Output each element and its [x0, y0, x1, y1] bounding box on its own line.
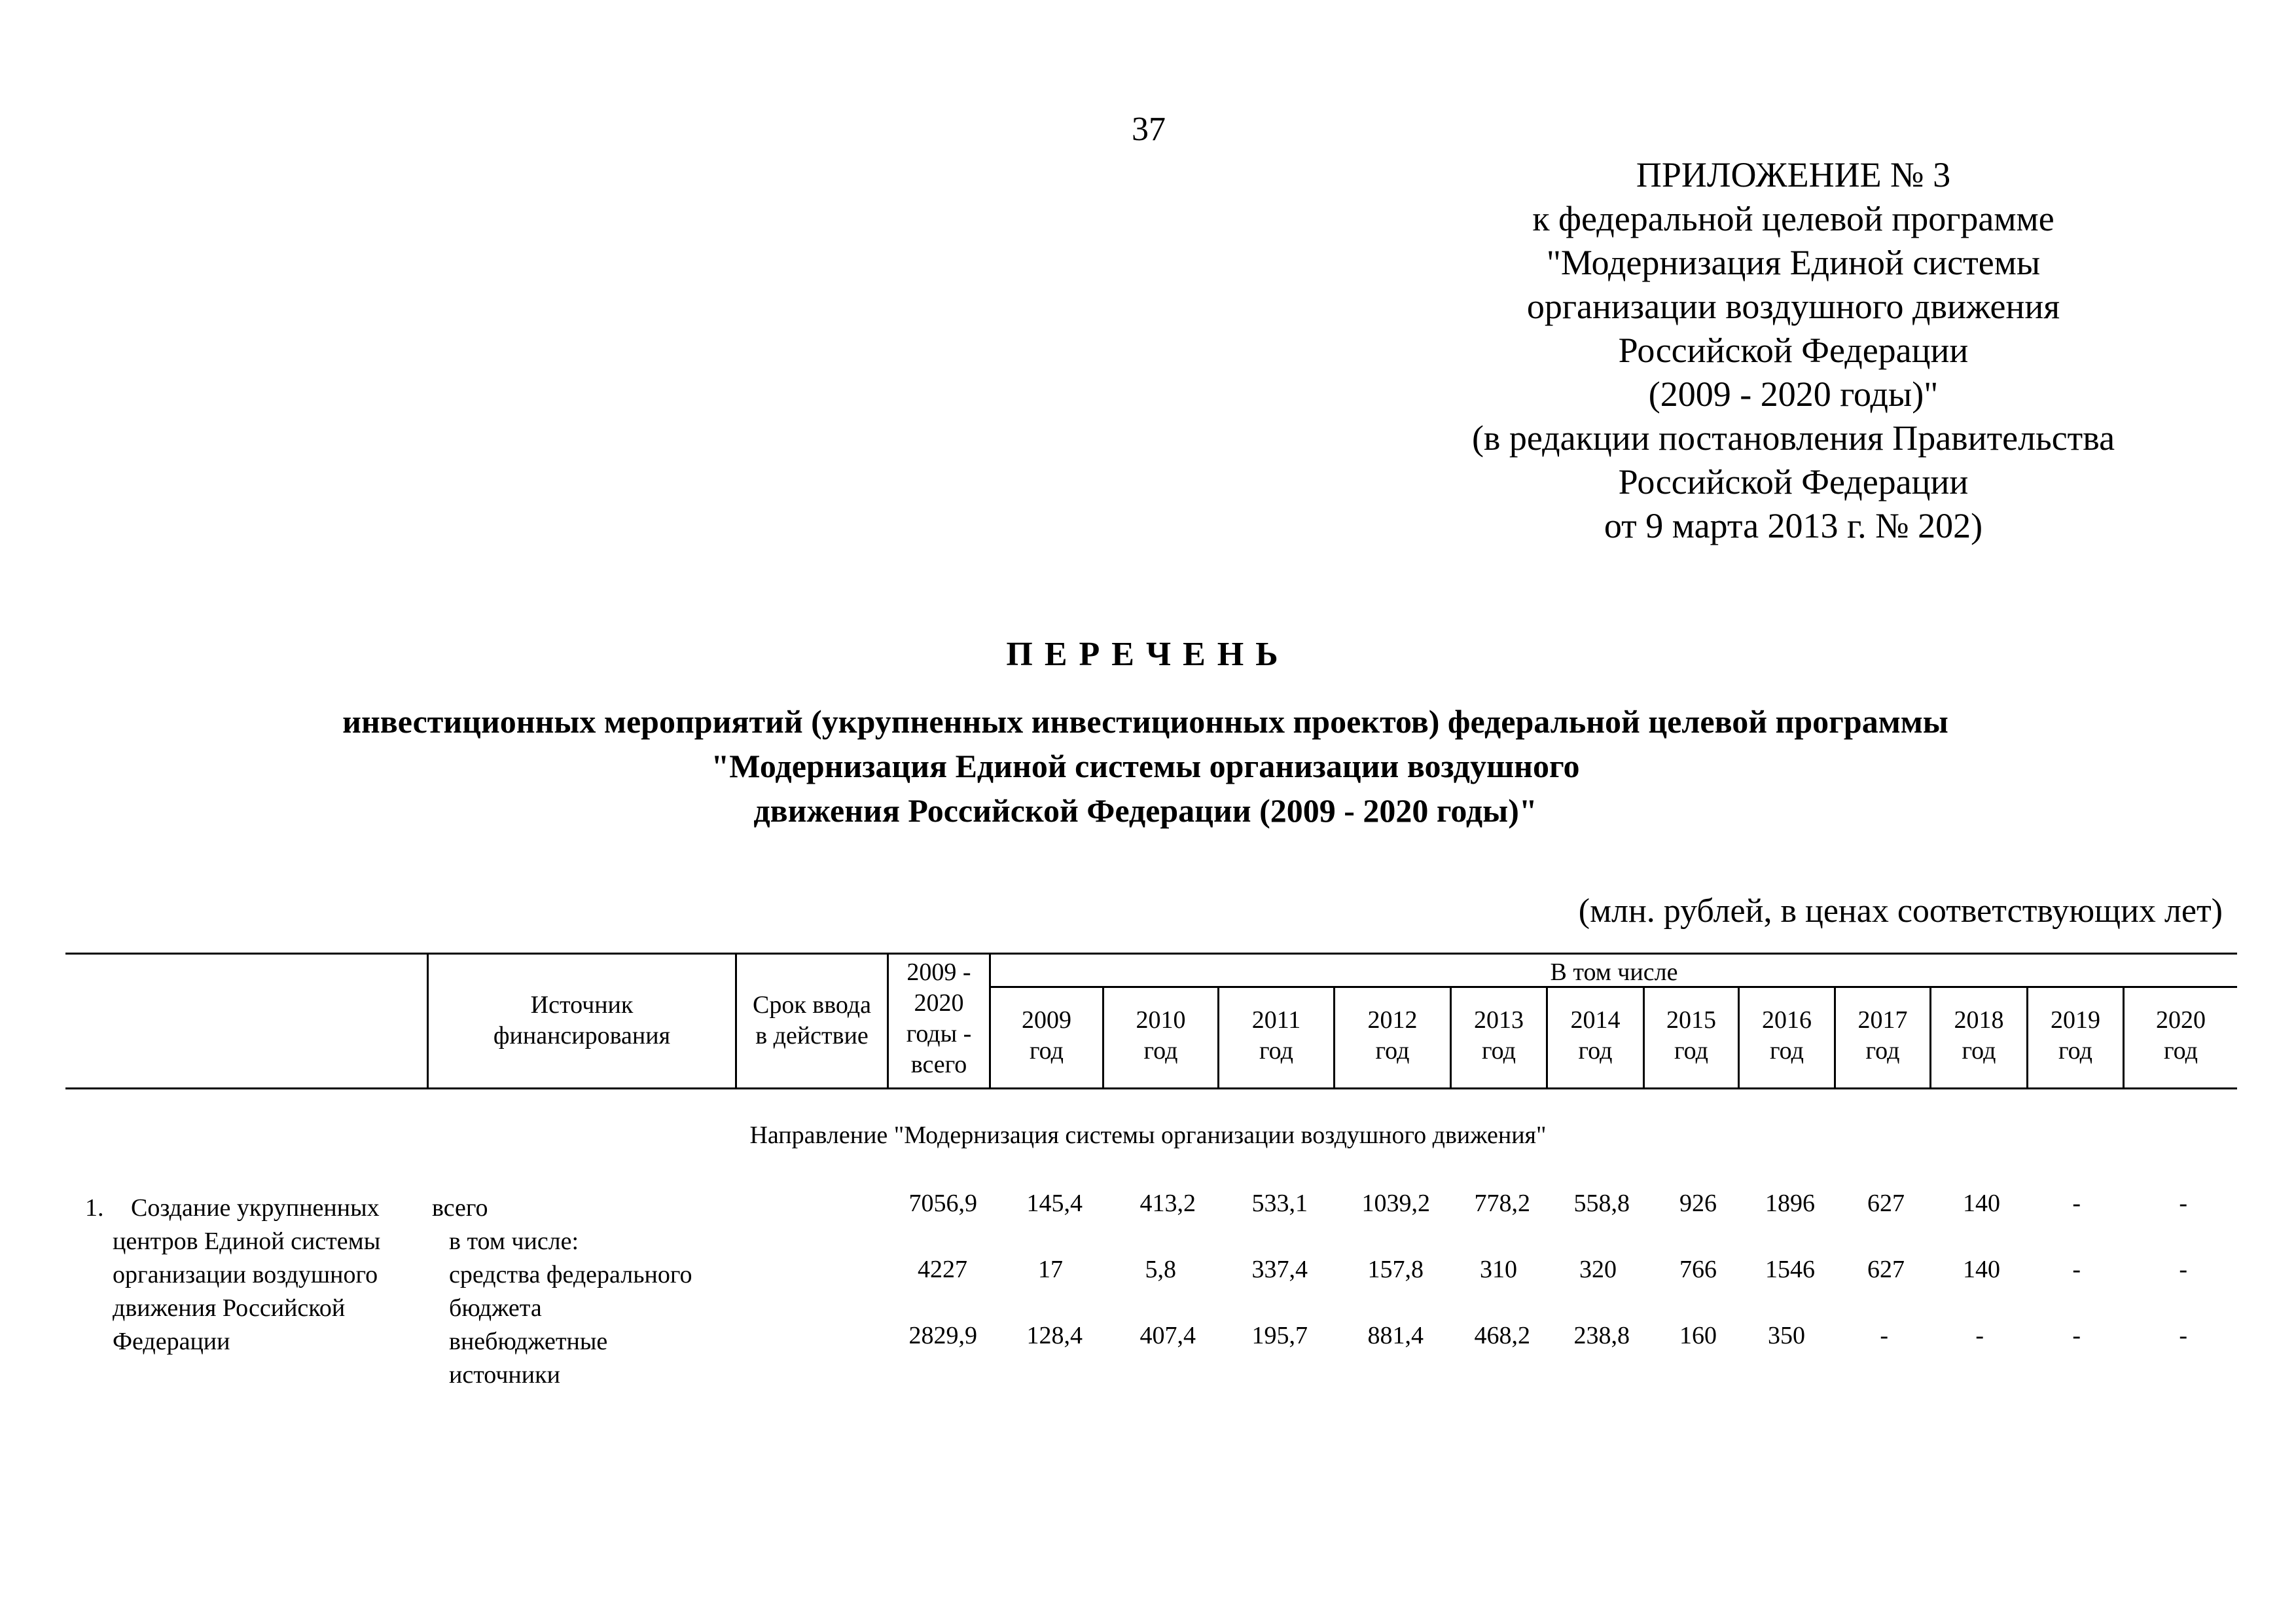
document-subtitle — [131, 699, 2160, 833]
value-cell: - — [2179, 1190, 2187, 1217]
value-cell: 5,8 — [1145, 1256, 1176, 1283]
appendix-line: ПРИЛОЖЕНИЕ № 3 — [1636, 155, 1951, 194]
year-label: 2019 — [2051, 1006, 2100, 1034]
appendix-line: от 9 марта 2013 г. № 202) — [1604, 506, 1983, 545]
value-cell: 1896 — [1765, 1190, 1815, 1217]
value-cell: 407,4 — [1139, 1322, 1196, 1349]
value-cell: 1039,2 — [1361, 1190, 1430, 1217]
value-cell: 778,2 — [1474, 1190, 1530, 1217]
header-year — [1452, 1005, 1546, 1067]
header-year — [1836, 1005, 1929, 1067]
header-text: 2009 - — [906, 958, 971, 986]
header-text: Срок ввода — [752, 991, 872, 1019]
header-year — [1931, 1005, 2026, 1067]
source-line: источники — [449, 1361, 560, 1389]
subtitle-line: "Модернизация Единой системы организации воздушного — [711, 748, 1580, 784]
header-text: Источник — [530, 991, 634, 1019]
header-year — [2125, 1005, 2237, 1067]
year-word: год — [1578, 1037, 1613, 1065]
value-cell: - — [1975, 1322, 1984, 1349]
header-year — [1104, 1005, 1217, 1067]
item-name — [131, 1192, 425, 1225]
year-label: 2013 — [1474, 1006, 1524, 1034]
value-cell: 627 — [1867, 1190, 1905, 1217]
source-cell: всего — [432, 1194, 488, 1222]
year-word: год — [1865, 1037, 1900, 1065]
appendix-line: Российской Федерации — [1618, 331, 1969, 370]
header-year — [1219, 1005, 1333, 1067]
value-cell: 17 — [1038, 1256, 1063, 1283]
year-label: 2016 — [1762, 1006, 1812, 1034]
header-term — [737, 990, 887, 1051]
year-word: год — [2164, 1037, 2198, 1065]
value-cell: 1546 — [1765, 1256, 1815, 1283]
year-label: 2014 — [1570, 1006, 1621, 1034]
year-label: 2012 — [1367, 1006, 1418, 1034]
value-cell: 558,8 — [1573, 1190, 1630, 1217]
header-text: финансирования — [493, 1022, 671, 1049]
header-bottom-rule — [65, 1087, 2237, 1089]
year-word: год — [1030, 1037, 1064, 1065]
page-number: 37 — [1132, 111, 1166, 148]
subtitle-line: движения Российской Федерации (2009 - 2020 годы)" — [753, 792, 1537, 829]
header-in-total: В том числе — [1550, 958, 1678, 986]
item-name-line: центров Единой системы — [113, 1228, 381, 1255]
item-name-line: Федерации — [113, 1328, 230, 1355]
value-cell: 238,8 — [1573, 1322, 1630, 1349]
value-cell: 337,4 — [1251, 1256, 1308, 1283]
header-text: годы - — [906, 1020, 972, 1048]
direction-heading: Направление "Модернизация системы организации воздушного движения" — [749, 1122, 1547, 1149]
source-cell: в том числе: — [449, 1228, 579, 1255]
value-cell: 926 — [1679, 1190, 1717, 1217]
total-cell: 2829,9 — [908, 1322, 977, 1349]
appendix-header — [1407, 153, 2179, 548]
value-cell: 128,4 — [1026, 1322, 1083, 1349]
value-cell: - — [2179, 1322, 2187, 1349]
year-word: год — [1259, 1037, 1293, 1065]
table-top-rule — [65, 953, 2237, 955]
year-word: год — [1674, 1037, 1708, 1065]
subtitle-line: инвестиционных мероприятий (укрупненных инвестиционных проектов) федеральной целевой программы — [342, 703, 1948, 740]
value-cell: 140 — [1963, 1190, 2000, 1217]
source-cell — [449, 1258, 692, 1325]
source-line: средства федерального — [449, 1261, 692, 1288]
item-name-line: организации воздушного — [113, 1261, 378, 1288]
total-cell: 4227 — [918, 1256, 967, 1283]
header-text: всего — [910, 1051, 967, 1078]
value-cell: 310 — [1480, 1256, 1517, 1283]
year-word: год — [1770, 1037, 1804, 1065]
header-year — [1335, 1005, 1450, 1067]
year-word: год — [1143, 1037, 1178, 1065]
value-cell: - — [2072, 1322, 2081, 1349]
value-cell: 766 — [1679, 1256, 1717, 1283]
appendix-line: Российской Федерации — [1618, 462, 1969, 501]
appendix-line: (2009 - 2020 годы)" — [1648, 374, 1939, 414]
value-cell: 881,4 — [1367, 1322, 1424, 1349]
item-name — [113, 1225, 420, 1359]
value-cell: 468,2 — [1474, 1322, 1530, 1349]
value-cell: 195,7 — [1251, 1322, 1308, 1349]
item-number: 1. — [85, 1194, 104, 1222]
appendix-line: (в редакции постановления Правительства — [1471, 418, 2115, 458]
header-year — [1645, 1005, 1738, 1067]
source-cell — [449, 1325, 607, 1392]
header-text: в действие — [755, 1022, 869, 1049]
year-label: 2017 — [1857, 1006, 1908, 1034]
year-label: 2010 — [1136, 1006, 1186, 1034]
value-cell: 320 — [1579, 1256, 1617, 1283]
header-total — [889, 957, 989, 1080]
value-cell: 413,2 — [1139, 1190, 1196, 1217]
value-cell: - — [2072, 1256, 2081, 1283]
year-label: 2020 — [2156, 1006, 2206, 1034]
year-word: год — [2058, 1037, 2092, 1065]
value-cell: 157,8 — [1367, 1256, 1424, 1283]
value-cell: - — [1880, 1322, 1888, 1349]
value-cell: - — [2072, 1190, 2081, 1217]
document-title: ПЕРЕЧЕНЬ — [1006, 636, 1290, 673]
year-word: год — [1482, 1037, 1516, 1065]
value-cell: 140 — [1963, 1256, 2000, 1283]
header-source — [429, 990, 735, 1051]
value-cell: 533,1 — [1251, 1190, 1308, 1217]
appendix-line: "Модернизация Единой системы — [1546, 243, 2041, 282]
appendix-line: организации воздушного движения — [1526, 287, 2060, 326]
year-label: 2011 — [1251, 1006, 1301, 1034]
year-label: 2015 — [1666, 1006, 1716, 1034]
year-label: 2018 — [1954, 1006, 2004, 1034]
item-name-line: Создание укрупненных — [131, 1194, 380, 1222]
value-cell: 145,4 — [1026, 1190, 1083, 1217]
year-word: год — [1375, 1037, 1410, 1065]
header-year — [2028, 1005, 2123, 1067]
value-cell: 160 — [1679, 1322, 1717, 1349]
header-year — [1548, 1005, 1643, 1067]
item-name-line: движения Российской — [113, 1294, 346, 1322]
units-note: (млн. рублей, в ценах соответствующих лет) — [1578, 892, 2223, 930]
header-year — [1740, 1005, 1834, 1067]
source-line: внебюджетные — [449, 1328, 608, 1355]
header-year — [991, 1005, 1102, 1067]
value-cell: 627 — [1867, 1256, 1905, 1283]
value-cell: 350 — [1768, 1322, 1805, 1349]
appendix-line: к федеральной целевой программе — [1532, 199, 2054, 238]
value-cell: - — [2179, 1256, 2187, 1283]
header-text: 2020 — [914, 989, 964, 1017]
year-label: 2009 — [1022, 1006, 1071, 1034]
total-cell: 7056,9 — [908, 1190, 977, 1217]
source-line: бюджета — [449, 1294, 542, 1322]
year-word: год — [1962, 1037, 1996, 1065]
